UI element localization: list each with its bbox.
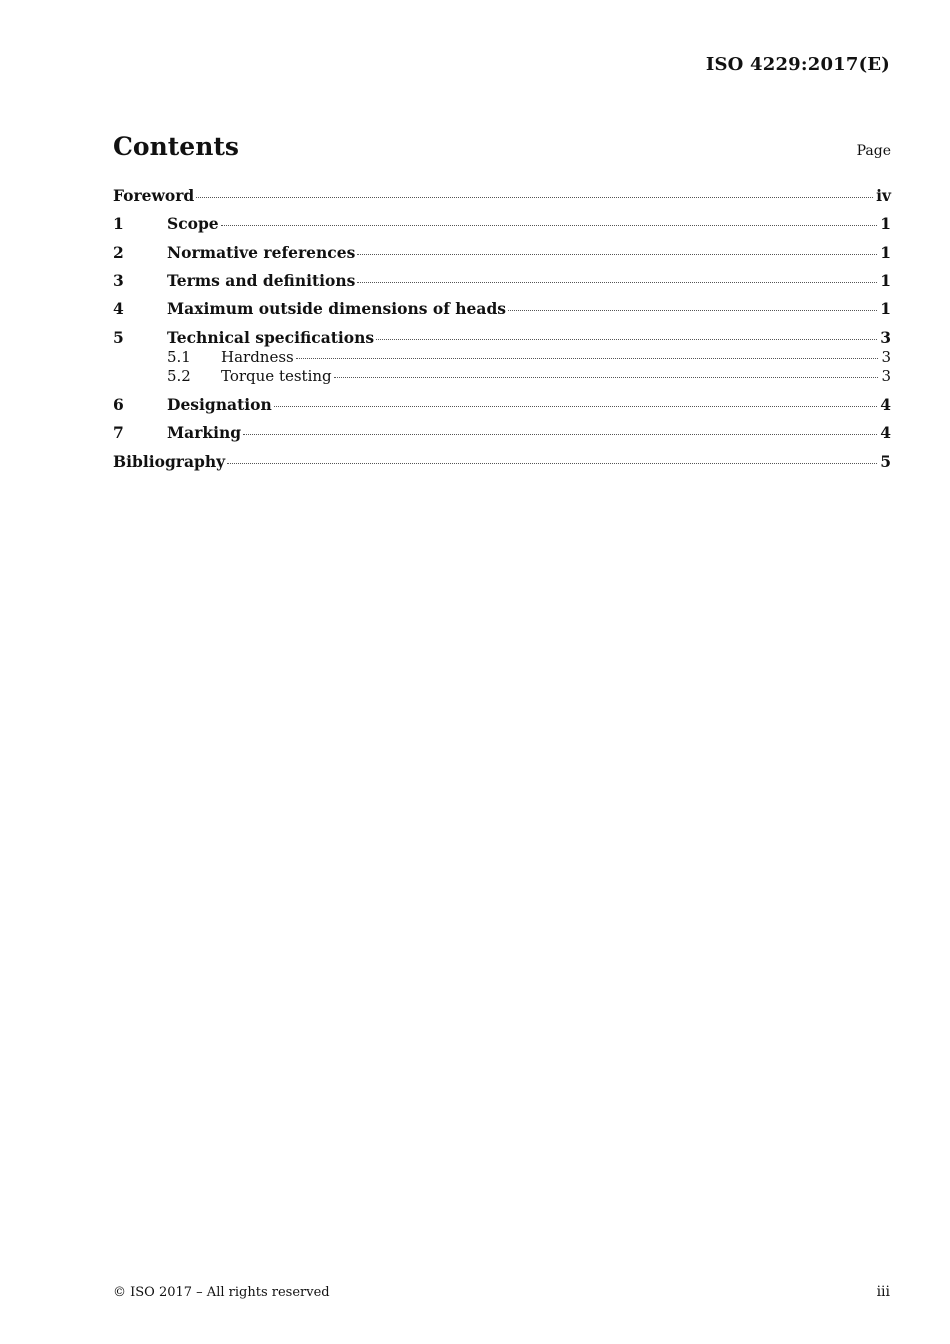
- toc-title: Contents: [113, 132, 240, 161]
- toc-leader: [221, 225, 878, 226]
- toc-entry-page: 3: [881, 348, 891, 366]
- toc-leader: [376, 339, 877, 340]
- toc-entry-page: 3: [881, 367, 891, 385]
- toc-header: [113, 132, 891, 161]
- toc-entry-title: Maximum outside dimensions of heads: [167, 299, 507, 318]
- toc-leader: [508, 310, 877, 311]
- toc-entry-marking[interactable]: [113, 423, 891, 442]
- toc-entry-foreword[interactable]: [113, 186, 891, 205]
- toc-entry-number: 2: [113, 243, 124, 262]
- toc-entry-number: 3: [113, 271, 124, 290]
- toc-entry-title: Normative references: [167, 243, 356, 262]
- toc-entry-normative-references[interactable]: [113, 243, 891, 262]
- toc-entry-title: Torque testing: [221, 367, 332, 385]
- toc-entry-designation[interactable]: [113, 395, 891, 414]
- toc-entry-number: 5: [113, 328, 124, 347]
- toc-entry-number: 1: [113, 214, 124, 233]
- toc-entry-hardness[interactable]: [113, 348, 891, 366]
- toc-entry-page: 1: [880, 243, 891, 262]
- toc-entry-scope[interactable]: [113, 214, 891, 233]
- toc-entry-title: Marking: [167, 423, 242, 442]
- footer-copyright: © ISO 2017 – All rights reserved: [113, 1285, 330, 1300]
- toc-entry-number: 5.2: [167, 367, 191, 385]
- toc-entry-number: 4: [113, 299, 124, 318]
- toc-entry-page: iv: [876, 186, 891, 205]
- toc-leader: [357, 282, 877, 283]
- toc-entry-page: 1: [880, 214, 891, 233]
- toc-leader: [274, 406, 877, 407]
- toc-entry-page: 4: [880, 423, 891, 442]
- toc-entry-title: Designation: [167, 395, 272, 414]
- toc-leader: [357, 254, 877, 255]
- document-id: ISO 4229:2017(E): [705, 54, 890, 75]
- toc-entry-title: Scope: [167, 214, 219, 233]
- footer-page-number: iii: [876, 1284, 890, 1300]
- toc-entry-page: 5: [880, 452, 891, 471]
- toc-entry-title: Terms and definitions: [167, 271, 356, 290]
- toc-entry-page: 4: [880, 395, 891, 414]
- toc-leader: [296, 358, 879, 359]
- toc-entry-maximum-dimensions[interactable]: [113, 299, 891, 318]
- toc-entry-number: 5.1: [167, 348, 191, 366]
- toc-entry-page: 1: [880, 299, 891, 318]
- toc-entry-number: 6: [113, 395, 124, 414]
- toc-entry-title: Technical specifications: [167, 328, 375, 347]
- toc-leader: [243, 434, 877, 435]
- toc-leader: [196, 197, 873, 198]
- toc-entry-page: 3: [880, 328, 891, 347]
- toc-entry-number: 7: [113, 423, 124, 442]
- toc-entry-title: Bibliography: [113, 452, 226, 471]
- toc-entry-technical-specifications[interactable]: [113, 328, 891, 347]
- toc-entry-page: 1: [880, 271, 891, 290]
- toc-entry-title: Hardness: [221, 348, 294, 366]
- toc-leader: [227, 463, 877, 464]
- toc-page-label: Page: [856, 143, 891, 159]
- toc-leader: [334, 377, 879, 378]
- toc-entry-bibliography[interactable]: [113, 452, 891, 471]
- toc-entry-title: Foreword: [113, 186, 195, 205]
- toc-entry-terms-definitions[interactable]: [113, 271, 891, 290]
- toc-entry-torque-testing[interactable]: [113, 367, 891, 385]
